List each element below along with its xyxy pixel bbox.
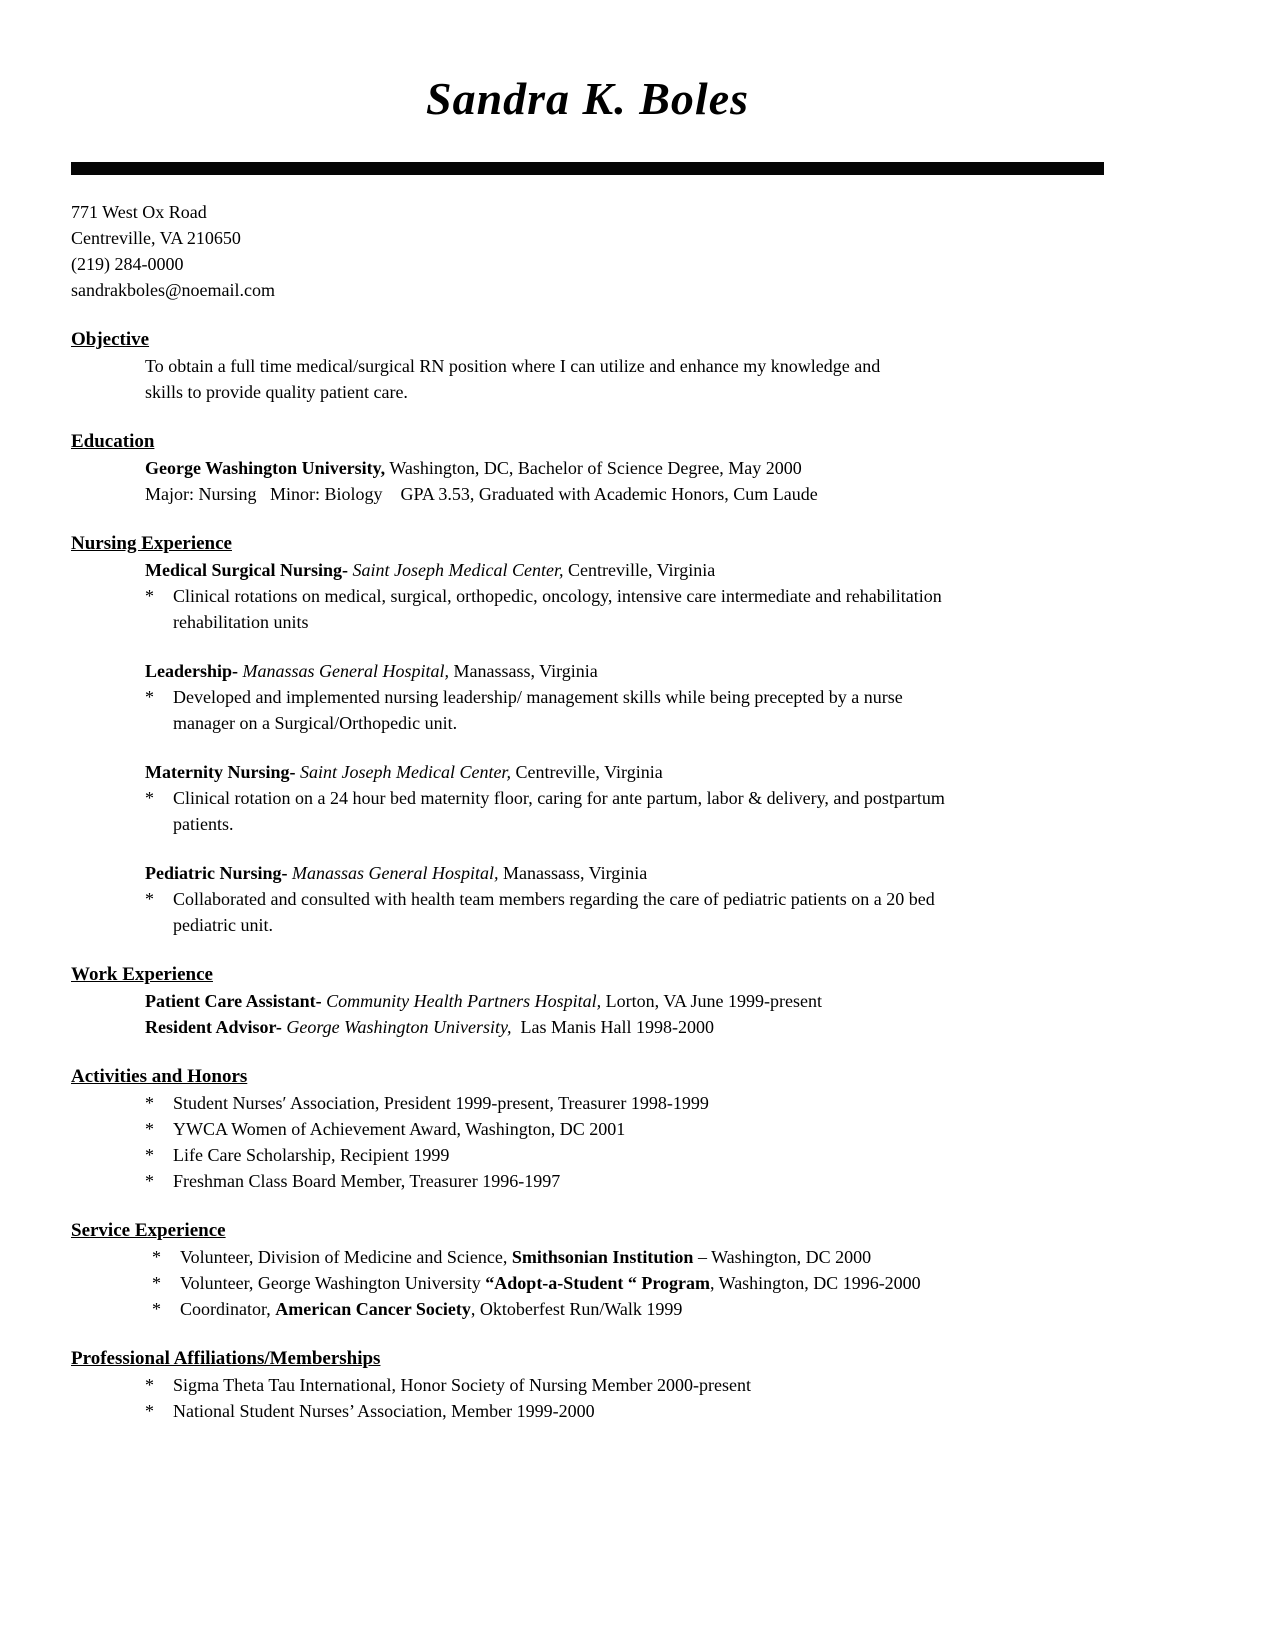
bullet-text (173, 785, 1104, 837)
section-service-experience (71, 1218, 1104, 1322)
bullet-marker: * (145, 586, 154, 606)
bullet-marker: * (145, 1119, 154, 1139)
page-title: Sandra K. Boles (425, 73, 750, 124)
activities-item (145, 1116, 1104, 1142)
service-item-post: – Washington, DC 2000 (693, 1247, 872, 1267)
nursing-entry-pediatric (145, 860, 1104, 938)
section-work-experience (71, 962, 1104, 1040)
bullet-marker: * (152, 1273, 161, 1293)
service-item-text (180, 1296, 1104, 1322)
entry-location: Manassass, Virginia (449, 661, 598, 681)
education-degree-rest: Washington, DC, Bachelor of Science Degree, May 2000 (385, 458, 802, 478)
bullet-text (173, 684, 1104, 736)
contact-city-state-zip: Centreville, VA 210650 (71, 228, 241, 248)
bullet-text-line: Clinical rotation on a 24 hour bed maternity floor, caring for ante partum, labor & delivery, and postpartum (173, 788, 945, 808)
contact-street: 771 West Ox Road (71, 202, 207, 222)
service-item-pre: Volunteer, Division of Medicine and Science, (180, 1247, 512, 1267)
bullet-marker: * (145, 1171, 154, 1191)
bullet-item (145, 785, 1104, 837)
bullet-marker: * (145, 889, 154, 909)
affiliations-heading: Professional Affiliations/Memberships (71, 1348, 381, 1369)
bullet-text-line: manager on a Surgical/Orthopedic unit. (173, 713, 458, 733)
education-body (71, 455, 1104, 507)
section-professional-affiliations (71, 1346, 1104, 1424)
entry-header (145, 658, 1104, 684)
bullet-text-line: patients. (173, 814, 234, 834)
bullet-text-line: Developed and implemented nursing leadership/ management skills while being precepted by a nurse (173, 687, 903, 707)
education-heading: Education (71, 431, 155, 452)
entry-title: Pediatric Nursing- (145, 863, 288, 883)
entry-organization: Manassas General Hospital, (238, 661, 450, 681)
service-item-org: Smithsonian Institution (511, 1247, 694, 1267)
activities-item (145, 1168, 1104, 1194)
nursing-entry-leadership (145, 658, 1104, 736)
objective-text-line: To obtain a full time medical/surgical RN position where I can utilize and enhance my knowledge and (145, 356, 881, 376)
bullet-marker: * (145, 1093, 154, 1113)
activities-heading: Activities and Honors (71, 1066, 248, 1087)
bullet-text-line: rehabilitation units (173, 612, 309, 632)
work-heading: Work Experience (71, 964, 213, 985)
section-education (71, 429, 1104, 507)
entry-organization: George Washington University, (281, 1017, 512, 1037)
bullet-marker: * (152, 1247, 161, 1267)
activities-item (145, 1090, 1104, 1116)
service-item-post: , Washington, DC 1996-2000 (709, 1273, 921, 1293)
entry-header (145, 557, 1104, 583)
activities-item-text: YWCA Women of Achievement Award, Washington, DC 2001 (173, 1119, 626, 1139)
affiliations-item (145, 1372, 1104, 1398)
bullet-text (173, 886, 1104, 938)
section-nursing-experience (71, 531, 1104, 938)
education-details-line: Major: Nursing Minor: Biology GPA 3.53, Graduated with Academic Honors, Cum Laude (145, 484, 818, 504)
contact-phone: (219) 284-0000 (71, 254, 184, 274)
bullet-marker: * (152, 1299, 161, 1319)
entry-location: Manassass, Virginia (498, 863, 648, 883)
entry-organization: Saint Joseph Medical Center, (295, 762, 511, 782)
entry-organization: Community Health Partners Hospital, (321, 991, 602, 1011)
entry-title: Patient Care Assistant- (145, 991, 322, 1011)
affiliations-item-text: National Student Nurses’ Association, Member 1999-2000 (173, 1401, 595, 1421)
bullet-marker: * (145, 687, 154, 707)
service-body (71, 1244, 1104, 1322)
service-item-pre: Coordinator, (180, 1299, 276, 1319)
service-item-org: “Adopt-a-Student “ Program (485, 1273, 710, 1293)
service-item (145, 1296, 1104, 1322)
education-school-name: George Washington University, (145, 458, 386, 478)
bullet-text (173, 583, 1104, 635)
contact-block (71, 199, 1104, 303)
education-degree-line (145, 455, 1104, 481)
nursing-entry-maternity (145, 759, 1104, 837)
service-item (145, 1244, 1104, 1270)
service-item-text (180, 1270, 1104, 1296)
work-entry-patient-care-assistant (145, 988, 1104, 1014)
entry-title: Leadership- (145, 661, 239, 681)
entry-details: Lorton, VA June 1999-present (601, 991, 822, 1011)
entry-header (145, 860, 1104, 886)
entry-title: Resident Advisor- (145, 1017, 282, 1037)
bullet-marker: * (145, 1145, 154, 1165)
work-entry-resident-advisor (145, 1014, 1104, 1040)
bullet-text-line: Collaborated and consulted with health team members regarding the care of pediatric patients on a 20 bed (173, 889, 935, 909)
objective-body (71, 353, 1104, 405)
divider-bar (71, 162, 1104, 175)
bullet-marker: * (145, 1375, 154, 1395)
service-item-org: American Cancer Society (275, 1299, 471, 1319)
bullet-text-line: Clinical rotations on medical, surgical, orthopedic, oncology, intensive care intermediate and rehabilitation (173, 586, 942, 606)
bullet-item (145, 886, 1104, 938)
entry-organization: Manassas General Hospital, (287, 863, 499, 883)
bullet-item (145, 684, 1104, 736)
affiliations-body (71, 1372, 1104, 1424)
contact-email: sandrakboles@noemail.com (71, 280, 276, 300)
activities-item-text: Freshman Class Board Member, Treasurer 1996-1997 (173, 1171, 561, 1191)
objective-text-line: skills to provide quality patient care. (145, 382, 408, 402)
entry-header (145, 759, 1104, 785)
section-objective (71, 327, 1104, 405)
bullet-text-line: pediatric unit. (173, 915, 273, 935)
affiliations-item-text: Sigma Theta Tau International, Honor Society of Nursing Member 2000-present (173, 1375, 751, 1395)
objective-heading: Objective (71, 329, 150, 350)
service-item-pre: Volunteer, George Washington University (180, 1273, 486, 1293)
entry-title: Maternity Nursing- (145, 762, 296, 782)
activities-item-text: Life Care Scholarship, Recipient 1999 (173, 1145, 450, 1165)
work-body (71, 988, 1104, 1040)
service-item-post: , Oktoberfest Run/Walk 1999 (470, 1299, 683, 1319)
activities-item (145, 1142, 1104, 1168)
entry-organization: Saint Joseph Medical Center, (348, 560, 564, 580)
bullet-item (145, 583, 1104, 635)
service-heading: Service Experience (71, 1220, 226, 1241)
service-item-text (180, 1244, 1104, 1270)
entry-title: Medical Surgical Nursing- (145, 560, 348, 580)
bullet-marker: * (145, 1401, 154, 1421)
bullet-marker: * (145, 788, 154, 808)
nursing-entry-medical-surgical (145, 557, 1104, 635)
service-item (145, 1270, 1104, 1296)
entry-location: Centreville, Virginia (510, 762, 663, 782)
affiliations-item (145, 1398, 1104, 1424)
nursing-heading: Nursing Experience (71, 533, 232, 554)
activities-item-text: Student Nurses′ Association, President 1999-present, Treasurer 1998-1999 (173, 1093, 709, 1113)
entry-details: Las Manis Hall 1998-2000 (511, 1017, 714, 1037)
entry-location: Centreville, Virginia (563, 560, 716, 580)
activities-body (71, 1090, 1104, 1194)
nursing-body (71, 557, 1104, 938)
section-activities-honors (71, 1064, 1104, 1194)
